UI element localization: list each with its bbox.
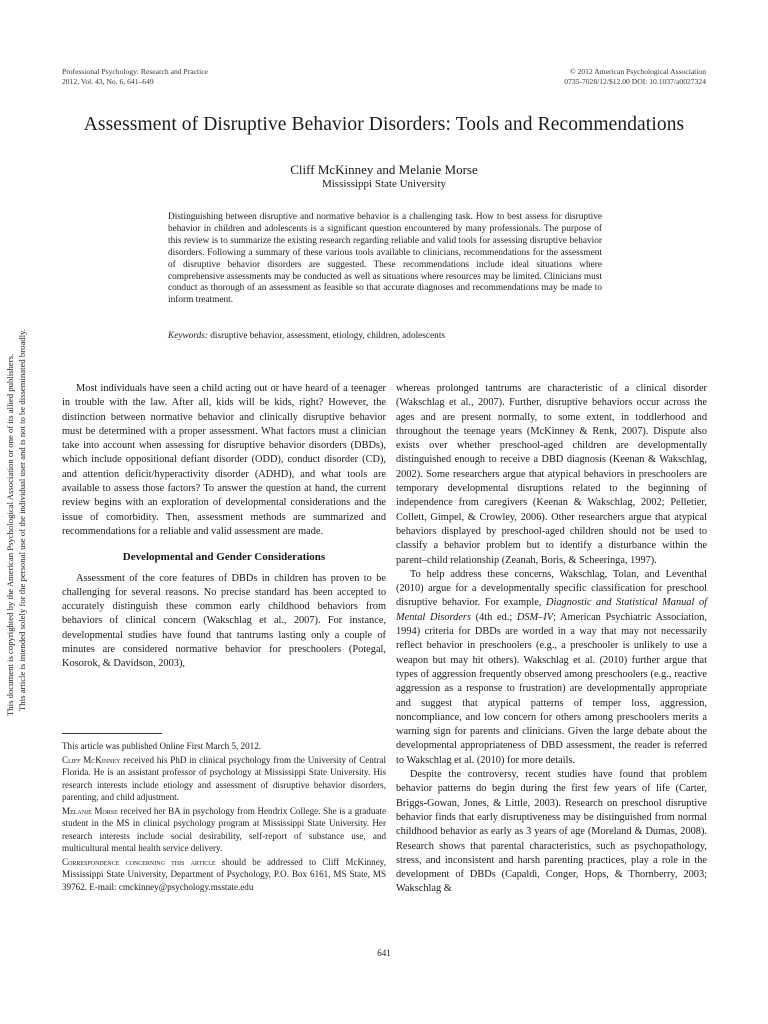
copyright-notice-line-2: This article is intended solely for the personal use of the individual user and is not to be disseminated broadly.	[17, 328, 27, 711]
journal-citation: 2012, Vol. 43, No. 6, 641–649	[62, 76, 154, 86]
copyright-header	[564, 67, 706, 86]
author-bio: received his PhD in clinical psychology from the University of Central Florida. He is an assistant professor of psychology at Mississippi State University. His research interests include etiology and assessment of disruptive behavior disorders, parenting, and child adjustment.	[62, 754, 386, 802]
author-note	[62, 805, 386, 855]
author-note	[62, 754, 386, 804]
body-column-left	[62, 382, 386, 672]
body-paragraph	[396, 568, 707, 768]
italic-title: Diagnostic and Statistical Manual of Mental Disorders	[396, 597, 707, 623]
body-column-right	[396, 382, 707, 897]
journal-header	[62, 67, 208, 86]
text-run: To help address these concerns, Wakschlag, Tolan, and Leventhal (2010) argue for a developmentally specific classification for preschool disruptive behavior. For example,	[396, 568, 707, 609]
copyright-line: © 2012 American Psychological Association	[569, 67, 706, 76]
copyright-notice-line-1: This document is copyrighted by the American Psychological Association or one of its allied publishers.	[5, 353, 15, 716]
body-paragraph: whereas prolonged tantrums are characteristic of a clinical disorder (Wakschlag et al., 2007). Further, disruptive behaviors occur across the ages and are present normally, to some extent, in toddlerhood and throughout the teenage years (McKinney & Renk, 2007). Dispute also exists over whether preschool-aged children are developmentally distinguished enough to receive a DBD diagnosis (Keenan & Wakschlag, 2002). Some researchers argue that atypical behaviors in preschoolers are temporary developmental disruptions related to the beginning of independence from caregivers (Keenan & Wakschlag, 2002; Pelletier, Collett, Gimpel, & Crowley, 2006). Other researchers argue that atypical behaviors displayed by preschool-aged children should not be used to classify a behavior problem but to identify a disturbance within the parent–child relationship (Zeanah, Boris, & Scheeringa, 1997).	[396, 383, 707, 566]
text-run: (4th ed.;	[470, 611, 517, 623]
abstract	[168, 212, 602, 307]
author-name: Melanie Morse	[62, 805, 118, 816]
article-authors: Cliff McKinney and Melanie Morse	[290, 162, 478, 177]
author-bio: received her BA in psychology from Hendrix College. She is a graduate student in the MS in clinical psychology program at Mississippi State University. Her research interests include social desirability, self-report of substance use, and multicultural mental health service delivery.	[62, 805, 386, 853]
page-number: 641	[377, 948, 391, 958]
copyright-sidebar	[0, 0, 40, 1024]
body-paragraph: Assessment of the core features of DBDs in children has proven to be challenging for several reasons. No precise standard has been accepted to accurately distinguish these common early childhood behaviors from behaviors of clinical concern (Wakschlag et al., 2007). For instance, developmental studies have found that tantrums lasting only a couple of minutes are considered normative behavior for preschoolers (Potegal, Kosorok, & Davidson, 2003),	[62, 572, 386, 670]
author-name: Cliff McKinney	[62, 754, 121, 765]
doi-line: 0735-7028/12/$12.00 DOI: 10.1037/a0027324	[564, 76, 706, 86]
author-affiliation: Mississippi State University	[321, 178, 447, 190]
correspondence-text: should be addressed to Cliff McKinney, Mississippi State University, Department of Psychology, P.O. Box 6161, MS State, MS 39762. E-mail: cmckinney@psychology.msstate.edu	[62, 856, 386, 892]
correspondence-note	[62, 856, 386, 894]
keywords	[168, 331, 602, 343]
author-footnotes	[62, 740, 386, 894]
abstract-text: Distinguishing between disruptive and normative behavior is a challenging task. How to best assess for disruptive behavior in children and adolescents is a significant question encountered by many professionals. The purpose of this review is to summarize the existing research regarding reliable and valid tools for assessing disruptive behavior disorders. Following a summary of these various tools available to clinicians, recommendations for the assessment of disruptive behavior disorders are suggested. These recommendations include ideal situations where comprehensive assessments may be conducted as well as situations where resources may be limited. Clinicians must conduct as thorough of an assessment as feasible so that accurate diagnoses and recommendations may be made to inform treatment.	[168, 212, 602, 306]
journal-name: Professional Psychology: Research and Practice	[62, 67, 208, 76]
text-run: ; American Psychiatric Association, 1994) criteria for DBDs are worded in a way that may not necessarily reflect behavior in preschoolers (e.g., a preschooler is unlikely to use a weapon but may hit others). Wakschlag et al. (2010) further argue that types of aggression frequently observed among preschoolers (e.g., reactive aggression as a response to frustration) are developmentally appropriate and suggest that atypical patterns of temper loss, aggression, noncompliance, and low concern for others among preschoolers merits a warning sign for parents and clinicians. Given the large debate about the developmental appropriateness of DBD assessment, the reader is referred to Wakschlag et al. (2010) for more details.	[396, 611, 707, 766]
article-title: Assessment of Disruptive Behavior Disorders: Tools and Recommendations	[83, 114, 685, 135]
italic-abbrev: DSM–IV	[516, 611, 554, 623]
body-paragraph: Despite the controversy, recent studies have found that problem behavior patterns do begin during the first few years of life (Carter, Briggs-Gowan, Jones, & Little, 2003). Research on preschool disruptive behavior finds that early disruptiveness may be distinguished from normal childhood behavior as early as 3 years of age (Moreland & Dumas, 2008). Research shows that parental characteristics, such as psychopathology, stress, and inconsistent and harsh parenting practices, play a role in the development of DBDs (Capaldi, Conger, Hops, & Thornberry, 2003; Wakschlag &	[396, 769, 707, 895]
correspondence-label: Correspondence concerning this article	[62, 856, 216, 867]
footnote-rule	[62, 733, 162, 734]
body-paragraph: Most individuals have seen a child acting out or have heard of a teenager in trouble with the law. After all, kids will be kids, right? However, the distinction between normative behavior and clinically disruptive behavior must be determined with a proper assessment. What factors must a clinician take into account when assessing for disruptive behavior disorders (DBDs), which include oppositional defiant disorder (ODD), conduct disorder (CD), and attention deficit/hyperactivity disorder (ADHD), and what tools are available to assess those factors? To answer the question at hand, the current review begins with an exploration of developmental considerations and the issue of comorbidity. Then, assessment methods are summarized and recommendations for a reliable and valid assessment are made.	[62, 383, 386, 537]
keywords-label: Keywords:	[168, 331, 208, 341]
section-heading: Developmental and Gender Considerations	[122, 551, 326, 564]
keywords-list: disruptive behavior, assessment, etiology, children, adolescents	[207, 331, 446, 341]
publication-note: This article was published Online First March 5, 2012.	[62, 741, 262, 751]
